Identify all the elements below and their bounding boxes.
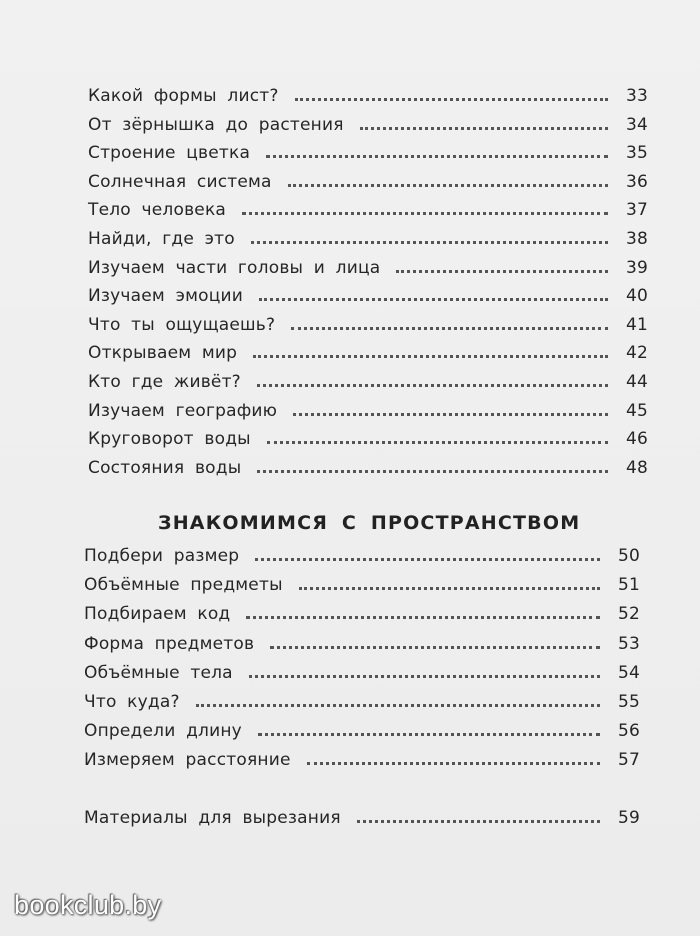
toc-entry-title: Подбираем код xyxy=(84,604,231,625)
dot-leader xyxy=(360,127,608,130)
toc-entry xyxy=(84,684,640,712)
toc-entry-page-number: 55 xyxy=(617,692,640,712)
toc-entry-title: Что куда? xyxy=(84,692,180,712)
toc-entry-title: Подбери размер xyxy=(84,546,240,566)
dot-leader xyxy=(295,98,608,101)
toc-entry-page-number: 39 xyxy=(625,257,648,278)
watermark-logo: bookclub.by xyxy=(14,890,162,920)
dot-leader xyxy=(293,413,608,416)
toc-entry xyxy=(88,335,648,363)
toc-entry-page-number: 59 xyxy=(617,808,640,828)
dot-leader xyxy=(242,212,608,215)
toc-entry-page-number: 40 xyxy=(625,286,648,307)
toc-entry-title: Объёмные предметы xyxy=(84,575,283,596)
dot-leader xyxy=(253,355,608,358)
dot-leader xyxy=(249,675,600,678)
toc-entry xyxy=(88,221,648,249)
dot-leader xyxy=(196,704,600,707)
dot-leader xyxy=(259,298,608,301)
toc-entry-title: Определи длину xyxy=(84,721,242,742)
toc-entry xyxy=(88,364,648,392)
toc-entry xyxy=(88,250,648,278)
dot-leader xyxy=(257,384,608,387)
toc-entry-title: Какой формы лист? xyxy=(88,86,279,106)
toc-entry xyxy=(88,164,648,192)
dot-leader xyxy=(288,184,608,187)
dot-leader xyxy=(291,327,608,330)
toc-entry xyxy=(84,800,640,828)
toc-entry-page-number: 48 xyxy=(625,457,648,478)
toc-entry-title: Объёмные тела xyxy=(84,662,233,683)
toc-entry xyxy=(84,596,640,624)
toc-entry-page-number: 41 xyxy=(625,314,648,335)
toc-entry-title: Изучаем эмоции xyxy=(88,286,243,307)
toc-entry xyxy=(88,450,648,478)
toc-entry xyxy=(88,78,648,106)
toc-entry xyxy=(88,278,648,306)
toc-entry-title: Найди, где это xyxy=(88,229,235,249)
toc-entry-page-number: 42 xyxy=(625,343,648,364)
toc-entry xyxy=(84,567,640,595)
toc-entry xyxy=(88,192,648,220)
section-heading: ЗНАКОМИМСЯ С ПРОСТРАНСТВОМ xyxy=(158,512,581,534)
toc-entry-title: Изучаем географию xyxy=(88,400,278,421)
dot-leader xyxy=(266,155,608,158)
toc-entry-page-number: 53 xyxy=(617,633,640,654)
toc-entry xyxy=(84,742,640,770)
toc-entry xyxy=(88,107,648,135)
toc-entry xyxy=(84,538,640,566)
dot-leader xyxy=(257,470,608,473)
toc-entry-page-number: 56 xyxy=(617,721,640,742)
toc-entry-title: Материалы для вырезания xyxy=(84,808,341,828)
dot-leader xyxy=(251,241,608,244)
toc-entry xyxy=(88,393,648,421)
toc-entry-title: Что ты ощущаешь? xyxy=(88,314,276,335)
toc-entry-title: Тело человека xyxy=(88,200,227,221)
toc-entry-page-number: 50 xyxy=(617,546,640,566)
toc-entry-page-number: 45 xyxy=(625,400,648,421)
toc-entry xyxy=(84,713,640,741)
toc-entry-title: Круговорот воды xyxy=(88,429,251,450)
toc-entry-title: Кто где живёт? xyxy=(88,372,241,392)
toc-entry-title: От зёрнышка до растения xyxy=(88,114,344,135)
toc-entry-title: Измеряем расстояние xyxy=(84,750,291,771)
dot-leader xyxy=(267,441,608,444)
toc-entry-page-number: 54 xyxy=(617,662,640,683)
toc-entry-page-number: 46 xyxy=(625,429,648,450)
toc-entry-page-number: 44 xyxy=(625,372,648,392)
toc-entry xyxy=(88,135,648,163)
toc-entry-page-number: 37 xyxy=(625,200,648,221)
dot-leader xyxy=(396,270,608,273)
dot-leader xyxy=(255,558,600,561)
toc-entry-page-number: 57 xyxy=(617,750,640,771)
dot-leader xyxy=(270,646,600,649)
toc-entry-title: Изучаем части головы и лица xyxy=(88,257,381,278)
toc-entry xyxy=(84,626,640,654)
toc-entry-page-number: 35 xyxy=(625,143,648,164)
toc-entry-page-number: 38 xyxy=(625,229,648,249)
toc-entry xyxy=(84,655,640,683)
dot-leader xyxy=(299,587,600,590)
toc-entry-page-number: 34 xyxy=(625,114,648,135)
toc-entry-title: Форма предметов xyxy=(84,633,255,654)
toc-entry-page-number: 33 xyxy=(625,86,648,106)
toc-entry-page-number: 36 xyxy=(625,171,648,192)
toc-entry-page-number: 52 xyxy=(617,604,640,625)
dot-leader xyxy=(258,733,600,736)
dot-leader xyxy=(307,762,600,765)
toc-entry xyxy=(88,307,648,335)
toc-entry-title: Состояния воды xyxy=(88,457,242,478)
toc-entry-title: Открываем мир xyxy=(88,343,238,364)
toc-entry-title: Строение цветка xyxy=(88,143,251,164)
dot-leader xyxy=(357,820,600,823)
toc-entry xyxy=(88,421,648,449)
toc-entry-page-number: 51 xyxy=(617,575,640,596)
dot-leader xyxy=(246,616,600,619)
toc-entry-title: Солнечная система xyxy=(88,171,272,192)
